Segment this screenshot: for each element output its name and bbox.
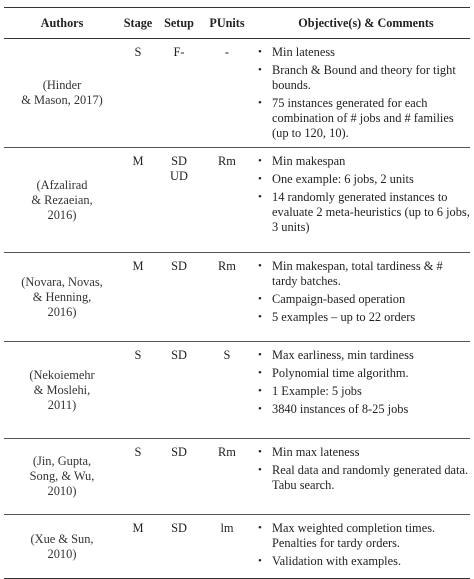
objective-cell xyxy=(252,148,470,253)
setup-value: SD xyxy=(171,259,187,273)
bullet-icon: • xyxy=(258,349,262,361)
authors-line: & Rezaeian, xyxy=(31,192,93,207)
objective-cell xyxy=(252,39,470,148)
stage-cell: S xyxy=(120,439,156,515)
setup-cell xyxy=(156,39,202,148)
table-body xyxy=(4,39,470,579)
objective-list xyxy=(252,259,470,325)
setup-cell xyxy=(156,148,202,253)
header-authors: Authors xyxy=(4,8,120,39)
objective-text: 3840 instances of 8-25 jobs xyxy=(272,402,409,416)
objective-text: Real data and randomly generated data. Tabu search. xyxy=(272,463,469,492)
table-row xyxy=(4,39,470,148)
objective-text: 5 examples – up to 22 orders xyxy=(272,310,416,324)
authors-line: & Henning, xyxy=(32,289,92,304)
stage-cell: M xyxy=(120,148,156,253)
objective-item xyxy=(252,554,470,569)
objective-cell xyxy=(252,439,470,515)
objective-item xyxy=(252,190,470,235)
authors-cell xyxy=(4,39,120,148)
objective-item xyxy=(252,172,470,187)
objective-item xyxy=(252,348,470,363)
objective-list xyxy=(252,521,470,569)
objective-list xyxy=(252,45,470,141)
stage-cell: S xyxy=(120,342,156,439)
authors-line: (Hinder xyxy=(42,78,82,92)
authors-cell xyxy=(4,148,120,253)
authors-line: 2010) xyxy=(47,546,77,561)
table-header xyxy=(4,8,470,39)
bullet-icon: • xyxy=(258,260,262,272)
objective-item xyxy=(252,96,470,141)
objective-item xyxy=(252,384,470,399)
punits-cell: - xyxy=(202,39,252,148)
objective-text: Min makespan, total tardiness & # tardy batches. xyxy=(272,259,443,288)
table-row xyxy=(4,439,470,515)
setup-cell xyxy=(156,439,202,515)
objective-item xyxy=(252,292,470,307)
authors-line: 2016) xyxy=(47,304,77,319)
setup-cell xyxy=(156,342,202,439)
objective-cell xyxy=(252,253,470,342)
objective-text: Min makespan xyxy=(272,154,346,168)
setup-value: SD xyxy=(171,154,187,168)
bullet-icon: • xyxy=(258,155,262,167)
header-row xyxy=(4,8,470,39)
punits-cell: Rm xyxy=(202,439,252,515)
table-row xyxy=(4,342,470,439)
authors-line: (Novara, Novas, xyxy=(21,274,103,289)
bullet-icon: • xyxy=(258,403,262,415)
bullet-icon: • xyxy=(258,97,262,109)
punits-cell: Rm xyxy=(202,253,252,342)
bullet-icon: • xyxy=(258,46,262,58)
bullet-icon: • xyxy=(258,367,262,379)
header-objective: Objective(s) & Comments xyxy=(252,8,470,39)
objective-text: 75 instances generated for each combination of # jobs and # families (up to 120, 10). xyxy=(272,96,454,140)
objective-item xyxy=(252,366,470,381)
authors-cell xyxy=(4,253,120,342)
setup-value-2: UD xyxy=(170,169,188,183)
objective-text: Max weighted completion times. Penalties for tardy orders. xyxy=(272,521,436,550)
authors-line: (Xue & Sun, xyxy=(30,531,94,546)
setup-value: F- xyxy=(173,45,185,59)
header-punits: PUnits xyxy=(202,8,252,39)
objective-text: Min max lateness xyxy=(272,445,360,459)
objective-item xyxy=(252,63,470,93)
objective-item xyxy=(252,45,470,60)
authors-line: 2010) xyxy=(47,484,77,498)
authors-line: 2011) xyxy=(47,397,77,412)
bullet-icon: • xyxy=(258,555,262,567)
stage-cell: M xyxy=(120,515,156,579)
objective-item xyxy=(252,463,470,493)
bullet-icon: • xyxy=(258,446,262,458)
objective-text: Min lateness xyxy=(272,45,335,59)
objective-item xyxy=(252,154,470,169)
header-setup: Setup xyxy=(156,8,202,39)
objective-item xyxy=(252,310,470,325)
literature-table xyxy=(4,7,470,579)
authors-line: (Jin, Gupta, xyxy=(32,454,92,468)
authors-cell xyxy=(4,439,120,515)
objective-text: One example: 6 jobs, 2 units xyxy=(272,172,414,186)
stage-cell: S xyxy=(120,39,156,148)
authors-line: 2016) xyxy=(47,207,77,222)
setup-value: SD xyxy=(171,445,187,459)
authors-line: (Afzalirad xyxy=(36,177,88,192)
authors-line: Song, & Wu, xyxy=(29,469,95,483)
bullet-icon: • xyxy=(258,64,262,76)
setup-value: SD xyxy=(171,348,187,362)
table-row xyxy=(4,148,470,253)
setup-cell xyxy=(156,253,202,342)
objective-text: Validation with examples. xyxy=(272,554,402,568)
objective-item xyxy=(252,402,470,417)
punits-cell: lm xyxy=(202,515,252,579)
header-stage: Stage xyxy=(120,8,156,39)
objective-text: Branch & Bound and theory for tight bounds. xyxy=(272,63,456,92)
objective-text: 14 randomly generated instances to evaluate 2 meta-heuristics (up to 6 jobs, 3 units) xyxy=(272,190,470,234)
bullet-icon: • xyxy=(258,464,262,476)
punits-cell: S xyxy=(202,342,252,439)
objective-item xyxy=(252,445,470,460)
table-row xyxy=(4,253,470,342)
authors-line: & Mason, 2017) xyxy=(21,93,103,107)
bullet-icon: • xyxy=(258,173,262,185)
objective-item xyxy=(252,259,470,289)
bullet-icon: • xyxy=(258,311,262,323)
bullet-icon: • xyxy=(258,522,262,534)
objective-cell xyxy=(252,342,470,439)
bullet-icon: • xyxy=(258,191,262,203)
authors-cell xyxy=(4,342,120,439)
punits-cell: Rm xyxy=(202,148,252,253)
objective-text: 1 Example: 5 jobs xyxy=(272,384,362,398)
authors-line: & Moslehi, xyxy=(33,382,91,397)
objective-list xyxy=(252,445,470,493)
authors-line: (Nekoiemehr xyxy=(29,367,95,382)
objective-text: Polynomial time algorithm. xyxy=(272,366,409,380)
bullet-icon: • xyxy=(258,385,262,397)
bullet-icon: • xyxy=(258,293,262,305)
objective-text: Max earliness, min tardiness xyxy=(272,348,414,362)
objective-text: Campaign-based operation xyxy=(272,292,406,306)
setup-value: SD xyxy=(171,521,187,535)
objective-list xyxy=(252,154,470,235)
stage-cell: M xyxy=(120,253,156,342)
objective-list xyxy=(252,348,470,417)
